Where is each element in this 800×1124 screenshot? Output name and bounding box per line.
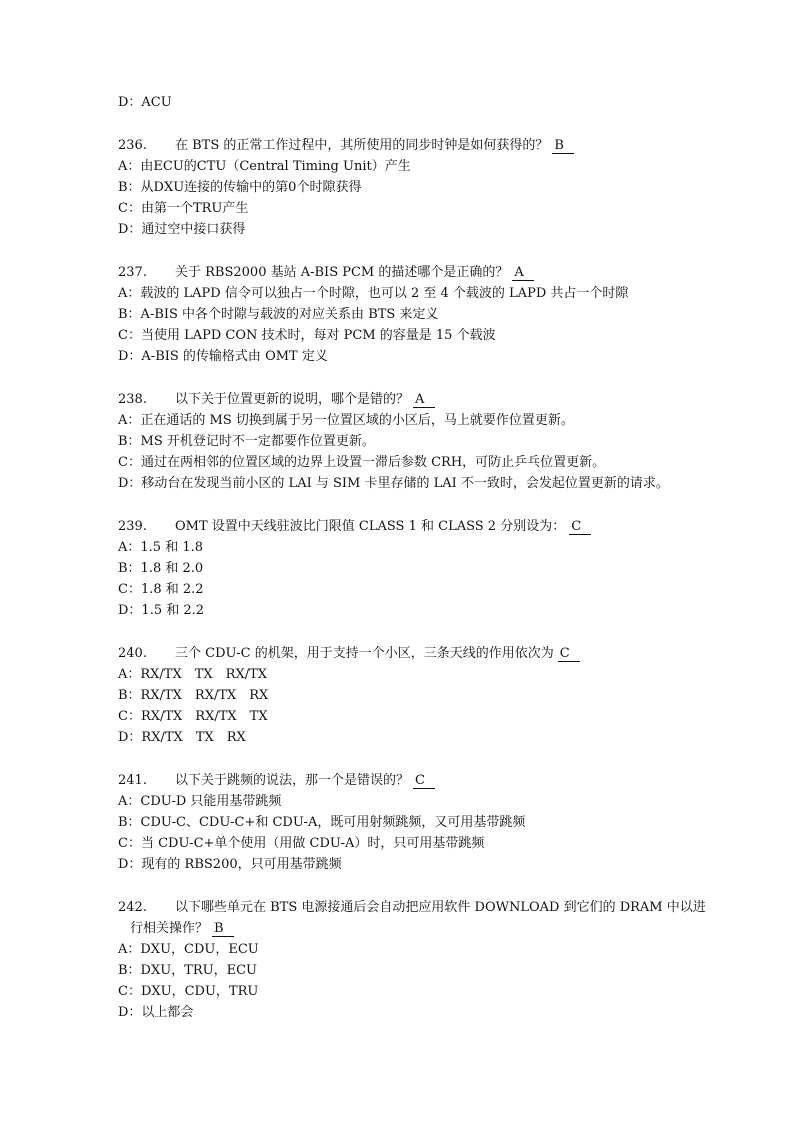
option-a: A：CDU-D 只能用基带跳频 — [118, 794, 282, 809]
option-c: C：RX/TX RX/TX TX — [118, 709, 268, 724]
question-242 — [118, 897, 718, 1023]
option-a: A：1.5 和 1.8 — [118, 540, 204, 555]
option-d: D：现有的 RBS200，只可用基带跳频 — [118, 857, 342, 872]
question-number: 242. — [118, 900, 147, 915]
question-240 — [118, 643, 718, 748]
question-stem — [118, 516, 718, 537]
option-a: A：RX/TX TX RX/TX — [118, 667, 268, 682]
document-page — [118, 92, 718, 1023]
question-text: 三个 CDU-C 的机架，用于支持一个小区，三条天线的作用依次为 — [175, 646, 554, 661]
prev-option-d: D：ACU — [118, 95, 172, 110]
option-d: D：1.5 和 2.2 — [118, 603, 205, 618]
question-stem — [118, 135, 718, 156]
option-d: D：A-BIS 的传输格式由 OMT 定义 — [118, 349, 328, 364]
question-number: 237. — [118, 265, 147, 280]
question-text: 以下关于跳频的说法，那一个是错误的？ — [175, 773, 410, 788]
option-a: A：DXU，CDU，ECU — [118, 942, 259, 957]
option-b: B：从DXU连接的传输中的第0个时隙获得 — [118, 180, 362, 195]
question-text: 以下哪些单元在 BTS 电源接通后会自动把应用软件 DOWNLOAD 到它们的 DRAM 中以进 — [175, 900, 706, 915]
question-number: 239. — [118, 519, 147, 534]
answer-blank: A — [413, 392, 435, 408]
question-237 — [118, 262, 718, 367]
option-b: B：DXU，TRU，ECU — [118, 963, 257, 978]
option-a: A：由ECU的CTU（Central Timing Unit）产生 — [118, 159, 411, 174]
question-stem — [118, 770, 718, 791]
option-c: C：当 CDU-C+单个使用（用做 CDU-A）时，只可用基带跳频 — [118, 836, 485, 851]
question-stem — [118, 262, 718, 283]
answer-blank: A — [512, 265, 534, 281]
option-c: C：当使用 LAPD CON 技术时，每对 PCM 的容量是 15 个载波 — [118, 328, 496, 343]
question-text: OMT 设置中天线驻波比门限值 CLASS 1 和 CLASS 2 分别设为： — [175, 519, 566, 534]
question-stem — [118, 643, 718, 664]
question-text: 以下关于位置更新的说明，哪个是错的？ — [175, 392, 410, 407]
option-c: C：DXU，CDU，TRU — [118, 984, 259, 999]
question-241 — [118, 770, 718, 875]
question-number: 238. — [118, 392, 147, 407]
option-b: B：CDU-C、CDU-C+和 CDU-A，既可用射频跳频，又可用基带跳频 — [118, 815, 526, 830]
option-a: A：载波的 LAPD 信令可以独占一个时隙，也可以 2 至 4 个载波的 LAPD 共占一个时隙 — [118, 286, 629, 301]
question-238 — [118, 389, 718, 494]
answer-blank: C — [569, 519, 591, 535]
answer-blank: B — [212, 921, 234, 937]
answer-blank: C — [413, 773, 435, 789]
option-b: B：RX/TX RX/TX RX — [118, 688, 269, 703]
option-d: D：通过空中接口获得 — [118, 222, 246, 237]
question-text: 在 BTS 的正常工作过程中，其所使用的同步时钟是如何获得的？ — [175, 138, 549, 153]
question-text: 关于 RBS2000 基站 A-BIS PCM 的描述哪个是正确的？ — [175, 265, 509, 280]
question-number: 241. — [118, 773, 147, 788]
question-number: 240. — [118, 646, 147, 661]
question-236 — [118, 135, 718, 240]
option-b: B：MS 开机登记时不一定都要作位置更新。 — [118, 434, 375, 449]
option-a: A：正在通话的 MS 切换到属于另一位置区域的小区后，马上就要作位置更新。 — [118, 413, 574, 428]
option-d: D：RX/TX TX RX — [118, 730, 246, 745]
option-b: B：A-BIS 中各个时隙与载波的对应关系由 BTS 来定义 — [118, 307, 439, 322]
question-text-cont: 行相关操作？ — [130, 921, 209, 936]
option-d: D：移动台在发现当前小区的 LAI 与 SIM 卡里存储的 LAI 不一致时，会发起位置更新的请求。 — [118, 476, 669, 491]
option-c: C：由第一个TRU产生 — [118, 201, 249, 216]
question-number: 236. — [118, 138, 147, 153]
answer-blank: B — [552, 138, 574, 154]
option-c: C：1.8 和 2.2 — [118, 582, 204, 597]
question-stem — [118, 389, 718, 410]
question-stem — [118, 897, 718, 918]
option-b: B：1.8 和 2.0 — [118, 561, 204, 576]
option-d: D：以上都会 — [118, 1005, 194, 1020]
answer-blank: C — [558, 646, 580, 662]
question-239 — [118, 516, 718, 621]
question-stem-continued — [118, 918, 718, 939]
option-c: C：通过在两相邻的位置区域的边界上设置一滞后参数 CRH，可防止乒乓位置更新。 — [118, 455, 606, 470]
